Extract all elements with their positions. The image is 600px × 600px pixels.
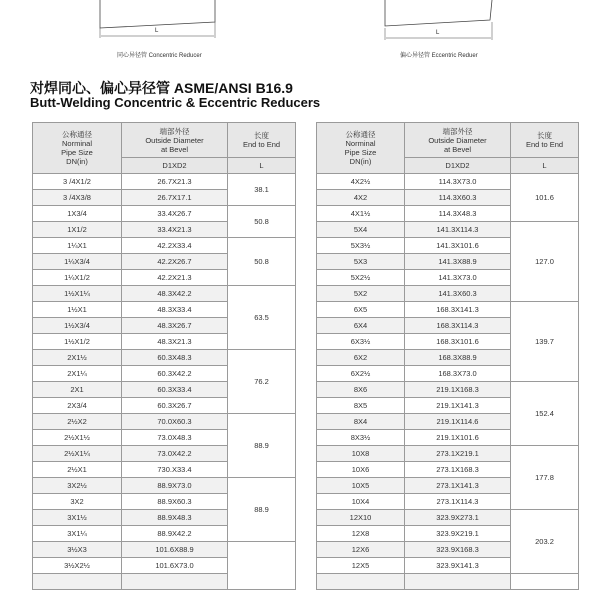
pipe-size-cell: 2X1½	[33, 350, 122, 366]
header-pipe-size	[33, 123, 122, 174]
length-cell: 139.7	[511, 302, 579, 382]
length-cell: 38.1	[228, 174, 296, 206]
header-length	[511, 123, 579, 158]
outside-diameter-cell: 48.3X33.4	[122, 302, 228, 318]
pipe-size-cell: 3 /4X1/2	[33, 174, 122, 190]
pipe-size-cell: 5X3½	[317, 238, 405, 254]
pipe-size-cell: 5X3	[317, 254, 405, 270]
pipe-size-cell: 3 /4X3/8	[33, 190, 122, 206]
outside-diameter-cell	[122, 574, 228, 590]
outside-diameter-cell: 114.3X48.3	[405, 206, 511, 222]
outside-diameter-cell: 114.3X73.0	[405, 174, 511, 190]
pipe-size-cell: 10X4	[317, 494, 405, 510]
length-cell	[228, 542, 296, 590]
outside-diameter-cell: 73.0X42.2	[122, 446, 228, 462]
outside-diameter-cell: 219.1X101.6	[405, 430, 511, 446]
table-row	[317, 174, 579, 190]
pipe-size-cell: 2½X1½	[33, 430, 122, 446]
length-cell: 152.4	[511, 382, 579, 446]
table-row	[317, 222, 579, 238]
outside-diameter-cell: 273.1X141.3	[405, 478, 511, 494]
outside-diameter-cell: 141.3X73.0	[405, 270, 511, 286]
reducer-table-right	[316, 122, 579, 590]
header-line: End to End	[525, 140, 564, 149]
pipe-size-cell: 5X2	[317, 286, 405, 302]
outside-diameter-cell: 60.3X48.3	[122, 350, 228, 366]
pipe-size-cell: 6X2½	[317, 366, 405, 382]
outside-diameter-cell: 60.3X42.2	[122, 366, 228, 382]
pipe-size-cell	[33, 574, 122, 590]
header-length-sub: L	[511, 158, 579, 174]
concentric-reducer-drawing	[95, 0, 235, 62]
outside-diameter-cell: 33.4X26.7	[122, 206, 228, 222]
pipe-size-cell: 2½X1¼	[33, 446, 122, 462]
table-row	[317, 574, 579, 590]
table-row	[317, 510, 579, 526]
pipe-size-cell: 8X3½	[317, 430, 405, 446]
outside-diameter-cell: 88.9X60.3	[122, 494, 228, 510]
section-title-english: Butt-Welding Concentric & Eccentric Reducers	[30, 95, 321, 110]
outside-diameter-cell: 42.2X21.3	[122, 270, 228, 286]
length-cell	[511, 574, 579, 590]
header-line: Pipe Size	[61, 148, 93, 157]
header-line: 长度	[537, 131, 552, 140]
pipe-size-cell: 3½X3	[33, 542, 122, 558]
table-row	[33, 350, 296, 366]
outside-diameter-cell: 88.9X42.2	[122, 526, 228, 542]
outside-diameter-cell: 101.6X73.0	[122, 558, 228, 574]
pipe-size-cell: 4X1½	[317, 206, 405, 222]
pipe-size-cell: 8X6	[317, 382, 405, 398]
table-row	[33, 478, 296, 494]
pipe-size-cell: 4X2½	[317, 174, 405, 190]
outside-diameter-cell: 42.2X33.4	[122, 238, 228, 254]
eccentric-reducer-drawing	[380, 0, 520, 62]
header-length	[228, 123, 296, 158]
outside-diameter-cell: 168.3X114.3	[405, 318, 511, 334]
pipe-size-cell: 10X5	[317, 478, 405, 494]
reducer-table-left	[32, 122, 296, 590]
pipe-size-cell: 1¼X3/4	[33, 254, 122, 270]
pipe-size-cell: 5X4	[317, 222, 405, 238]
outside-diameter-cell: 730.X33.4	[122, 462, 228, 478]
outside-diameter-cell: 70.0X60.3	[122, 414, 228, 430]
pipe-size-cell: 3½X2½	[33, 558, 122, 574]
pipe-size-cell: 10X8	[317, 446, 405, 462]
outside-diameter-cell: 168.3X101.6	[405, 334, 511, 350]
outside-diameter-cell: 73.0X48.3	[122, 430, 228, 446]
header-line: Pipe Size	[344, 148, 377, 157]
table-row	[33, 174, 296, 190]
outside-diameter-cell: 60.3X33.4	[122, 382, 228, 398]
outside-diameter-cell: 323.9X141.3	[405, 558, 511, 574]
pipe-size-cell: 2½X1	[33, 462, 122, 478]
dimension-letter: L	[155, 28, 159, 34]
header-line: End to End	[242, 140, 281, 149]
section-title-chinese: 对焊同心、偏心异径管 ASME/ANSI B16.9	[30, 80, 293, 96]
pipe-size-cell: 3X2	[33, 494, 122, 510]
pipe-size-cell: 1¼X1	[33, 238, 122, 254]
outside-diameter-cell: 219.1X114.6	[405, 414, 511, 430]
outside-diameter-cell	[405, 574, 511, 590]
pipe-size-cell: 12X8	[317, 526, 405, 542]
outside-diameter-cell: 48.3X26.7	[122, 318, 228, 334]
header-line: DN(in)	[349, 157, 372, 166]
pipe-size-cell: 8X5	[317, 398, 405, 414]
table-row	[317, 302, 579, 318]
header-pipe-size	[317, 123, 405, 174]
pipe-size-cell: 4X2	[317, 190, 405, 206]
outside-diameter-cell: 273.1X219.1	[405, 446, 511, 462]
left-table-body	[33, 174, 296, 590]
length-cell: 50.8	[228, 238, 296, 286]
right-table-body	[317, 174, 579, 590]
header-line: 长度	[254, 131, 269, 140]
pipe-size-cell: 3X1¼	[33, 526, 122, 542]
outside-diameter-cell: 26.7X21.3	[122, 174, 228, 190]
outside-diameter-cell: 101.6X88.9	[122, 542, 228, 558]
pipe-size-cell: 1½X3/4	[33, 318, 122, 334]
outside-diameter-cell: 60.3X26.7	[122, 398, 228, 414]
pipe-size-cell: 2X1	[33, 382, 122, 398]
length-cell: 203.2	[511, 510, 579, 574]
outside-diameter-cell: 42.2X26.7	[122, 254, 228, 270]
outside-diameter-cell: 48.3X21.3	[122, 334, 228, 350]
outside-diameter-cell: 168.3X88.9	[405, 350, 511, 366]
header-outside-diameter	[122, 123, 228, 158]
dimension-letter: L	[436, 30, 440, 36]
length-cell: 127.0	[511, 222, 579, 302]
pipe-size-cell: 1¼X1/2	[33, 270, 122, 286]
pipe-size-cell: 8X4	[317, 414, 405, 430]
header-length-sub: L	[228, 158, 296, 174]
outside-diameter-cell: 114.3X60.3	[405, 190, 511, 206]
header-line: at Bevel	[160, 144, 189, 154]
outside-diameter-cell: 219.1X141.3	[405, 398, 511, 414]
table-row	[33, 286, 296, 302]
header-outside-diameter	[405, 123, 511, 158]
header-line: Outside Diameter	[428, 135, 487, 145]
pipe-size-cell: 2½X2	[33, 414, 122, 430]
length-cell: 101.6	[511, 174, 579, 222]
outside-diameter-cell: 88.9X48.3	[122, 510, 228, 526]
outside-diameter-cell: 26.7X17.1	[122, 190, 228, 206]
table-row	[33, 238, 296, 254]
pipe-size-cell: 3X1½	[33, 510, 122, 526]
pipe-size-cell: 6X4	[317, 318, 405, 334]
length-cell: 76.2	[228, 350, 296, 414]
header-line: 公称通径	[62, 130, 92, 139]
pipe-size-cell: 10X6	[317, 462, 405, 478]
length-cell: 88.9	[228, 414, 296, 478]
pipe-size-cell: 5X2½	[317, 270, 405, 286]
outside-diameter-cell: 323.9X273.1	[405, 510, 511, 526]
pipe-size-cell: 3X2½	[33, 478, 122, 494]
outside-diameter-cell: 323.9X168.3	[405, 542, 511, 558]
table-row	[33, 414, 296, 430]
header-od-sub: D1XD2	[122, 158, 228, 174]
header-line: DN(in)	[66, 157, 88, 166]
pipe-size-cell: 6X3½	[317, 334, 405, 350]
outside-diameter-cell: 141.3X101.6	[405, 238, 511, 254]
header-line: 端部外径	[442, 126, 473, 136]
table-row	[317, 446, 579, 462]
pipe-size-cell: 12X10	[317, 510, 405, 526]
pipe-size-cell: 1X3/4	[33, 206, 122, 222]
pipe-size-cell: 1X1/2	[33, 222, 122, 238]
header-line: Norminal	[345, 139, 376, 148]
header-line: 公称通径	[345, 130, 376, 139]
pipe-size-cell	[317, 574, 405, 590]
pipe-size-cell: 1½X1¼	[33, 286, 122, 302]
outside-diameter-cell: 141.3X60.3	[405, 286, 511, 302]
pipe-size-cell: 12X6	[317, 542, 405, 558]
table-row	[33, 206, 296, 222]
outside-diameter-cell: 141.3X88.9	[405, 254, 511, 270]
length-cell: 63.5	[228, 286, 296, 350]
outside-diameter-cell: 219.1X168.3	[405, 382, 511, 398]
header-line: 端部外径	[159, 126, 190, 136]
length-cell: 177.8	[511, 446, 579, 510]
outside-diameter-cell: 323.9X219.1	[405, 526, 511, 542]
outside-diameter-cell: 48.3X42.2	[122, 286, 228, 302]
outside-diameter-cell: 168.3X73.0	[405, 366, 511, 382]
header-line: Norminal	[61, 139, 92, 148]
pipe-size-cell: 2X3/4	[33, 398, 122, 414]
pipe-size-cell: 6X2	[317, 350, 405, 366]
pipe-size-cell: 1½X1	[33, 302, 122, 318]
table-row	[317, 382, 579, 398]
outside-diameter-cell: 33.4X21.3	[122, 222, 228, 238]
outside-diameter-cell: 273.1X114.3	[405, 494, 511, 510]
length-cell: 50.8	[228, 206, 296, 238]
figure-caption: 偏心异径管 Eccentric Reduer	[400, 53, 478, 59]
length-cell: 88.9	[228, 478, 296, 542]
outside-diameter-cell: 273.1X168.3	[405, 462, 511, 478]
header-line: at Bevel	[443, 144, 472, 154]
pipe-size-cell: 2X1¼	[33, 366, 122, 382]
table-row	[33, 542, 296, 558]
pipe-size-cell: 1½X1/2	[33, 334, 122, 350]
header-od-sub: D1XD2	[405, 158, 511, 174]
outside-diameter-cell: 88.9X73.0	[122, 478, 228, 494]
header-line: Outside Diameter	[145, 135, 204, 145]
pipe-size-cell: 6X5	[317, 302, 405, 318]
pipe-size-cell: 12X5	[317, 558, 405, 574]
figure-caption: 同心异径管 Concentric Reducer	[117, 53, 202, 59]
outside-diameter-cell: 168.3X141.3	[405, 302, 511, 318]
outside-diameter-cell: 141.3X114.3	[405, 222, 511, 238]
